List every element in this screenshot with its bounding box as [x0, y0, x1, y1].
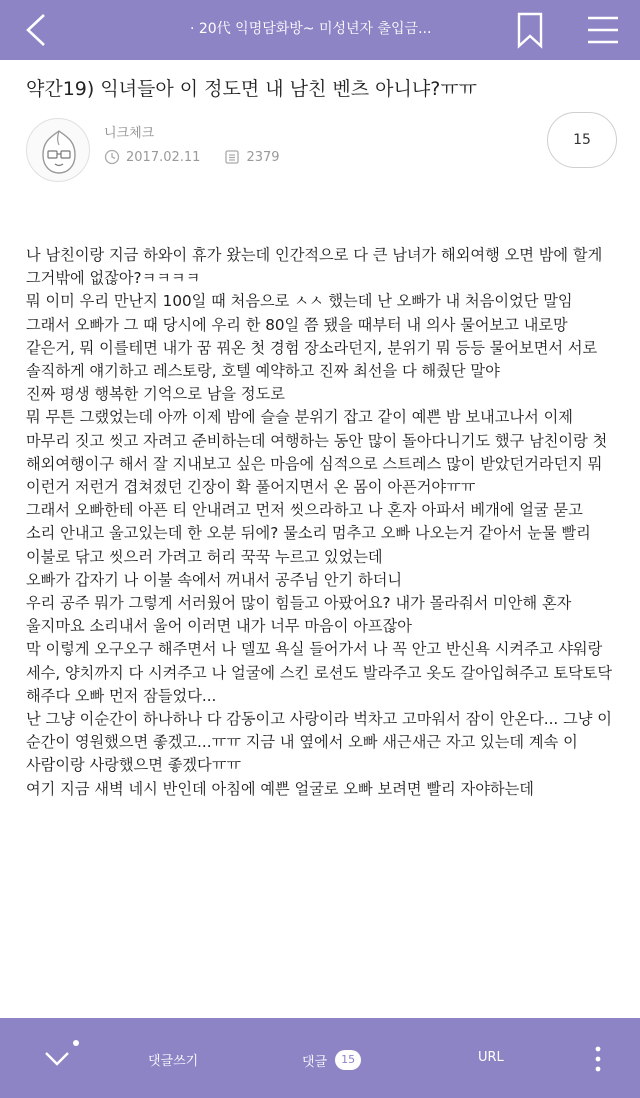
post-meta — [104, 147, 280, 167]
body-paragraph: 그래서 오빠가 그 때 당시에 우리 한 80일 쯤 됐을 때부터 내 의사 물어보고 내로망 같은거, 뭐 이를테면 내가 꿈 꿔온 첫 경험 장소라던지, 분위기 뭐 등등 물어보면서 서로 솔직하게 얘기하고 레스토랑, 호텔 예약하고 진짜 최선을 다 해줬단 말야 — [26, 315, 598, 381]
write-comment-button[interactable]: 댓글쓰기 — [148, 1054, 199, 1069]
post-date: 2017.02.11 — [126, 149, 201, 165]
body-paragraph: 나 남친이랑 지금 하와이 휴가 왔는데 인간적으로 다 큰 남녀가 해외여행 오면 밤에 할게 그거밖에 없잖아?ㅋㅋㅋㅋ — [26, 246, 603, 288]
board-title[interactable]: · 20代 익명담화방~ 미성년자 출입금... — [190, 21, 432, 37]
bookmark-icon[interactable] — [512, 10, 548, 50]
back-arrow-icon[interactable] — [18, 10, 58, 50]
chevron-down-icon[interactable] — [40, 1042, 74, 1076]
body-paragraph: 진짜 평생 행복한 기억으로 남을 정도로 — [26, 385, 285, 404]
author-avatar[interactable] — [26, 118, 90, 182]
notification-dot — [73, 1040, 79, 1046]
body-paragraph: 막 이렇게 오구오구 해주면서 나 델꼬 욕실 들어가서 나 꼭 안고 반신욕 시켜주고 샤워랑 세수, 양치까지 다 시켜주고 나 얼굴에 스킨 로션도 발라주고 옷도 갈아입혀주고 토닥토닥 해주다 오빠 먼저 잠들었다... — [26, 640, 613, 705]
post-views: 2379 — [246, 149, 280, 165]
views-icon — [224, 149, 240, 165]
body-paragraph: 뭐 무튼 그랬었는데 아까 이제 밤에 슬슬 분위기 잡고 같이 예쁜 밤 보내고나서 이제 마무리 짓고 씻고 자려고 준비하는데 여행하는 동안 많이 돌아다니기도 했구 남친이랑 첫 해외여행이구 해서 잘 지내보고 싶은 마음에 심적으로 스트레스 많이 받았던거라던지 뭐 이런거 저런거 겹쳐졌던 긴장이 확 풀어지면서 온 몸이 아픈거야ㅠㅠ — [26, 408, 608, 497]
hamburger-menu-icon[interactable] — [584, 12, 622, 48]
comments-button[interactable] — [302, 1050, 361, 1070]
body-paragraph: 우리 공주 뭐가 그렇게 서러웠어 많이 힘들고 아팠어요? 내가 몰라줘서 미안해 혼자 울지마요 소리내서 울어 이러면 내가 너무 마음이 아프잖아 — [26, 594, 572, 636]
author-name[interactable]: 니크체크 — [104, 126, 155, 141]
body-paragraph: 그래서 오빠한테 아픈 티 안내려고 먼저 씻으라하고 나 혼자 아파서 베개에 얼굴 묻고 소리 안내고 울고있는데 한 오분 뒤에? 물소리 멈추고 오빠 나오는거 같아서 눈물 빨리 이불로 닦고 씻으러 가려고 허리 꾹꾹 누르고 있었는데 — [26, 501, 591, 566]
post-body — [26, 244, 616, 989]
more-vertical-icon[interactable] — [590, 1042, 606, 1076]
body-paragraph: 난 그냥 이순간이 하나하나 다 감동이고 사랑이라 벅차고 고마워서 잠이 안온다... 그냥 이 순간이 영원했으면 좋겠고...ㅠㅠ 지금 내 옆에서 오빠 새근새근 자고 있는데 계속 이 사람이랑 사랑했으면 좋겠다ㅠㅠ — [26, 710, 612, 775]
comments-label: 댓글 — [302, 1054, 328, 1070]
comment-count-badge[interactable]: 15 — [547, 112, 617, 168]
body-paragraph: 뭐 이미 우리 만난지 100일 때 처음으로 ㅅㅅ 했는데 난 오빠가 내 처음이었단 말임 — [26, 292, 573, 311]
body-paragraph: 여기 지금 새벽 네시 반인데 아침에 예쁜 얼굴로 오빠 보려면 빨리 자야하는데 — [26, 779, 534, 798]
top-bar — [0, 0, 640, 60]
body-paragraph: 오빠가 갑자기 나 이불 속에서 꺼내서 공주님 안기 하더니 — [26, 570, 403, 589]
post-title: 약간19) 익녀들아 이 정도면 내 남친 벤츠 아니냐?ㅠㅠ — [26, 78, 478, 100]
clock-icon — [104, 149, 120, 165]
bottom-bar — [0, 1018, 640, 1098]
comments-count-badge: 15 — [335, 1050, 361, 1070]
peach-character-icon — [27, 119, 91, 183]
url-button[interactable]: URL — [478, 1050, 504, 1065]
